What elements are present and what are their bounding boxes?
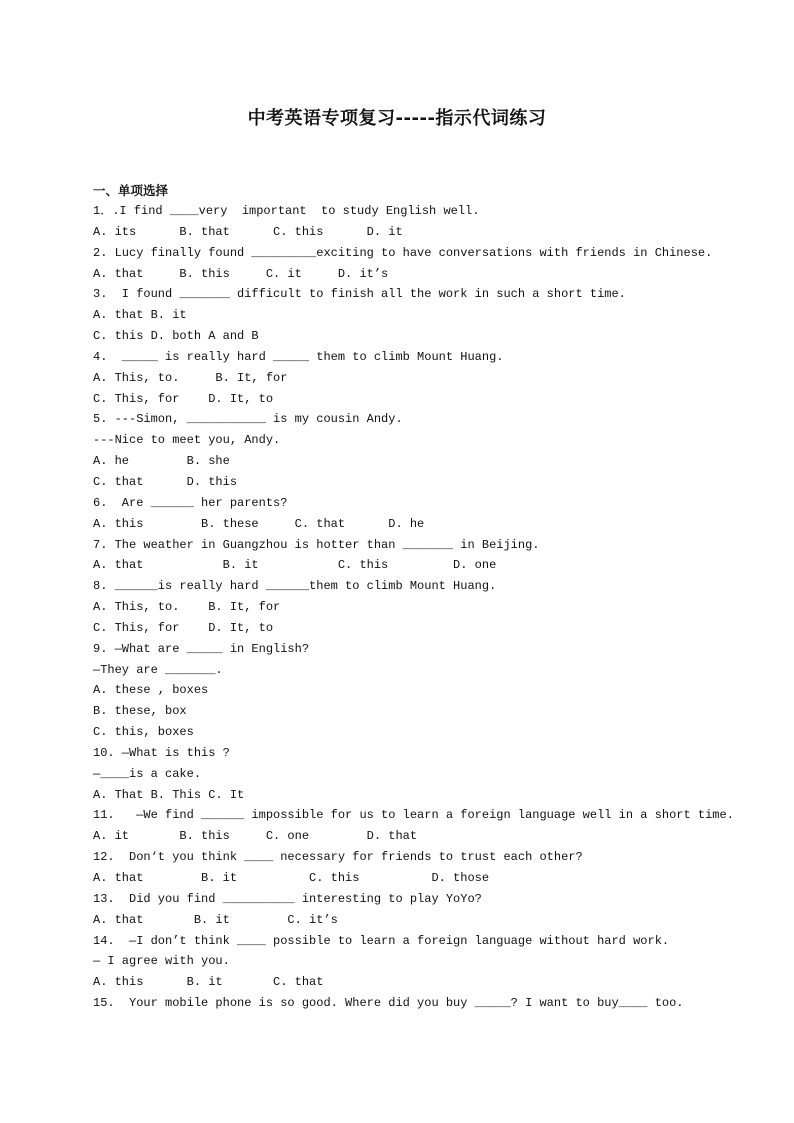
text-line: 14. —I don’t think ____ possible to learn a foreign language without hard work. (93, 933, 670, 948)
text-line: A. This, to. B. It, for (93, 370, 288, 385)
text-line: A. that B. it C. it’s (93, 912, 338, 927)
text-line: A. that B. it C. this D. those (93, 871, 490, 885)
text-line: —They are _______. (93, 662, 223, 677)
text-line: A. that B. this C. it D. it’s (93, 266, 389, 281)
text-line: —____is a cake. (93, 766, 202, 781)
text-line: 10. —What is this ? (93, 745, 230, 760)
text-line: 13. Did you find __________ interesting to play YoYo? (93, 891, 482, 906)
text-line: C. this, boxes (93, 725, 194, 740)
section-heading: 一、单项选择 (93, 183, 169, 198)
text-line: C. This, for D. It, to (93, 391, 274, 406)
text-line: A. that B. it C. this D. one (93, 558, 497, 573)
text-line: 3. I found _______ difficult to finish all the work in such a short time. (93, 287, 626, 302)
text-line: 7. The weather in Guangzhou is hotter than _______ in Beijing. (93, 537, 540, 552)
text-line: 11. —We find ______ impossible for us to learn a foreign language well in a short time. (93, 808, 734, 823)
page-title: 中考英语专项复习-----指示代词练习 (247, 108, 547, 129)
text-line: — I agree with you. (93, 954, 230, 969)
text-line: 12. Don‘t you think ____ necessary for friends to trust each other? (93, 850, 583, 865)
text-line: A. That B. This C. It (93, 787, 245, 802)
text-line: 1．.I find ____very important to study English well. (93, 204, 480, 218)
text-line: 5. ---Simon, ___________ is my cousin Andy. (93, 412, 403, 427)
text-line: C. This, for D. It, to (93, 620, 274, 635)
text-line: A. these , boxes (93, 683, 209, 698)
text-line: A. this B. it C. that (93, 975, 324, 990)
text-line: A. it B. this C. one D. that (93, 829, 418, 844)
text-line: 9. —What are _____ in English? (93, 641, 310, 656)
text-line: ---Nice to meet you, Andy. (93, 433, 281, 448)
text-line: C. this D. both A and B (93, 329, 259, 344)
text-line: C. that D. this (93, 474, 238, 489)
text-line: A. this B. these C. that D. he (93, 516, 425, 531)
text-line: 6. Are ______ her parents? (93, 495, 288, 510)
text-line: 2. Lucy finally found _________exciting to have conversations with friends in Chinese. (93, 245, 713, 260)
question-list (93, 201, 773, 1014)
text-line: A. that B. it (93, 308, 187, 323)
text-line: 15. Your mobile phone is so good. Where did you buy _____? I want to buy____ too. (93, 996, 684, 1011)
text-line: B. these, box (93, 704, 187, 719)
text-line: A. he B. she (93, 454, 230, 469)
text-line: A. its B. that C. this D. it (93, 224, 403, 239)
text-line: 4. _____ is really hard _____ them to climb Mount Huang. (93, 349, 504, 364)
text-line: A. This, to. B. It, for (93, 600, 281, 615)
text-line: 8. ______is really hard ______them to climb Mount Huang. (93, 579, 497, 594)
